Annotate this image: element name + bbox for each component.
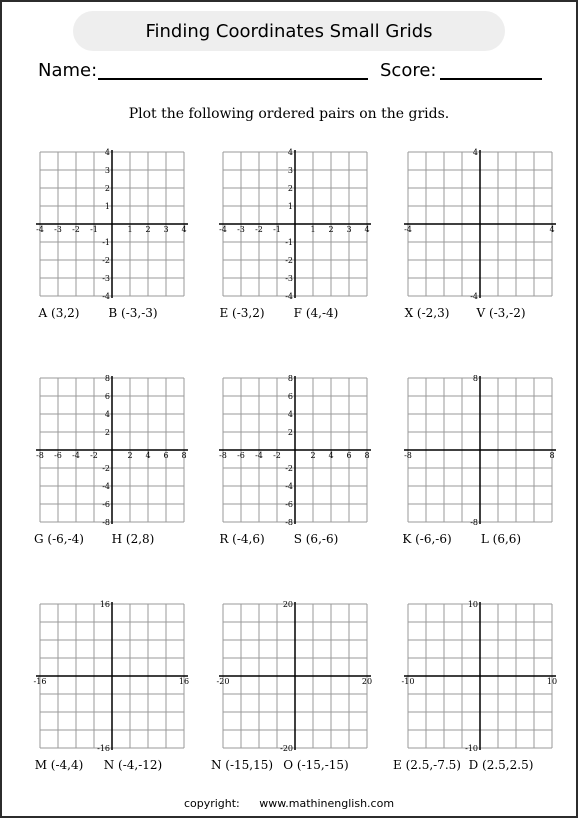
y-tick-label: -2 bbox=[102, 464, 110, 473]
point-caption: V (-3,-2) bbox=[476, 306, 526, 320]
y-tick-label: -1 bbox=[285, 238, 293, 247]
y-tick-label: 4 bbox=[287, 148, 293, 157]
y-tick-label: -4 bbox=[102, 292, 110, 301]
x-tick-label: 8 bbox=[364, 451, 370, 460]
point-caption: N (-15,15) bbox=[210, 758, 274, 772]
x-tick-label: -8 bbox=[219, 451, 227, 460]
x-tick-label: -4 bbox=[404, 225, 412, 234]
point-caption: X (-2,3) bbox=[404, 306, 450, 320]
point-caption: B (-3,-3) bbox=[108, 306, 158, 320]
y-tick-label: 1 bbox=[104, 202, 110, 211]
y-tick-label: 6 bbox=[287, 392, 293, 401]
y-tick-label: 1 bbox=[287, 202, 293, 211]
copyright-url[interactable]: www.mathinenglish.com bbox=[259, 797, 395, 810]
x-tick-label: -2 bbox=[72, 225, 80, 234]
x-tick-label: -6 bbox=[237, 451, 245, 460]
point-caption: R (-4,6) bbox=[219, 532, 265, 546]
x-tick-label: -4 bbox=[36, 225, 44, 234]
x-tick-label: 6 bbox=[163, 451, 169, 460]
y-tick-label: 4 bbox=[287, 410, 293, 419]
point-caption: E (2.5,-7.5) bbox=[393, 758, 461, 772]
instructions-text: Plot the following ordered pairs on the grids. bbox=[128, 106, 450, 122]
x-tick-label: 10 bbox=[546, 677, 558, 686]
y-tick-label: -4 bbox=[102, 482, 110, 491]
x-tick-label: 3 bbox=[346, 225, 352, 234]
y-tick-label: 16 bbox=[99, 600, 110, 609]
point-caption: E (-3,2) bbox=[219, 306, 265, 320]
x-tick-label: -8 bbox=[36, 451, 44, 460]
y-tick-label: 2 bbox=[287, 184, 293, 193]
x-tick-label: -10 bbox=[401, 677, 415, 686]
x-tick-label: 2 bbox=[145, 225, 151, 234]
y-tick-label: 4 bbox=[104, 148, 110, 157]
x-tick-label: -8 bbox=[404, 451, 412, 460]
x-tick-label: 4 bbox=[181, 225, 187, 234]
y-tick-label: -6 bbox=[285, 500, 293, 509]
point-caption: H (2,8) bbox=[111, 532, 155, 546]
y-tick-label: -2 bbox=[285, 464, 293, 473]
point-caption: D (2.5,2.5) bbox=[468, 758, 534, 772]
x-tick-label: 4 bbox=[549, 225, 555, 234]
y-tick-label: -3 bbox=[102, 274, 110, 283]
x-tick-label: 8 bbox=[181, 451, 187, 460]
y-tick-label: -10 bbox=[465, 744, 478, 753]
y-tick-label: 2 bbox=[287, 428, 293, 437]
point-caption: F (4,-4) bbox=[293, 306, 339, 320]
y-tick-label: -20 bbox=[280, 744, 293, 753]
copyright-footer bbox=[0, 797, 578, 810]
point-caption: L (6,6) bbox=[480, 532, 522, 546]
y-tick-label: -4 bbox=[285, 292, 293, 301]
x-tick-label: -6 bbox=[54, 451, 62, 460]
x-tick-label: -20 bbox=[216, 677, 230, 686]
x-tick-label: 4 bbox=[145, 451, 151, 460]
x-tick-label: -1 bbox=[273, 225, 281, 234]
y-tick-label: -4 bbox=[470, 292, 478, 301]
point-caption: N (-4,-12) bbox=[103, 758, 163, 772]
y-tick-label: 8 bbox=[472, 374, 478, 383]
x-tick-label: 20 bbox=[361, 677, 373, 686]
y-tick-label: 8 bbox=[287, 374, 293, 383]
y-tick-label: -3 bbox=[285, 274, 293, 283]
point-caption: S (6,-6) bbox=[293, 532, 339, 546]
x-tick-label: -3 bbox=[54, 225, 62, 234]
point-caption: O (-15,-15) bbox=[283, 758, 349, 772]
y-tick-label: 20 bbox=[282, 600, 293, 609]
y-tick-label: -1 bbox=[102, 238, 110, 247]
x-tick-label: -16 bbox=[33, 677, 47, 686]
x-tick-label: 1 bbox=[127, 225, 133, 234]
y-tick-label: 8 bbox=[104, 374, 110, 383]
score-label: Score: bbox=[380, 60, 437, 81]
point-caption: K (-6,-6) bbox=[402, 532, 452, 546]
copyright-label: copyright: bbox=[183, 797, 240, 810]
name-label: Name: bbox=[38, 60, 98, 81]
y-tick-label: 3 bbox=[104, 166, 110, 175]
x-tick-label: 3 bbox=[163, 225, 169, 234]
y-tick-label: -6 bbox=[102, 500, 110, 509]
y-tick-label: 4 bbox=[472, 148, 478, 157]
x-tick-label: 6 bbox=[346, 451, 352, 460]
y-tick-label: -2 bbox=[102, 256, 110, 265]
x-tick-label: 16 bbox=[178, 677, 190, 686]
x-tick-label: 8 bbox=[549, 451, 555, 460]
y-tick-label: -4 bbox=[285, 482, 293, 491]
x-tick-label: 4 bbox=[328, 451, 334, 460]
x-tick-label: -2 bbox=[255, 225, 263, 234]
x-tick-label: -4 bbox=[72, 451, 80, 460]
y-tick-label: -8 bbox=[285, 518, 293, 527]
point-caption: A (3,2) bbox=[38, 306, 80, 320]
point-caption: M (-4,4) bbox=[34, 758, 84, 772]
y-tick-label: -8 bbox=[470, 518, 478, 527]
y-tick-label: -2 bbox=[285, 256, 293, 265]
y-tick-label: 2 bbox=[104, 184, 110, 193]
x-tick-label: 1 bbox=[310, 225, 316, 234]
x-tick-label: 2 bbox=[310, 451, 316, 460]
x-tick-label: -4 bbox=[255, 451, 263, 460]
x-tick-label: 2 bbox=[127, 451, 133, 460]
x-tick-label: -1 bbox=[90, 225, 98, 234]
x-tick-label: 2 bbox=[328, 225, 334, 234]
x-tick-label: -2 bbox=[90, 451, 98, 460]
y-tick-label: 3 bbox=[287, 166, 293, 175]
y-tick-label: 4 bbox=[104, 410, 110, 419]
point-caption: G (-6,-4) bbox=[34, 532, 84, 546]
x-tick-label: -3 bbox=[237, 225, 245, 234]
x-tick-label: -2 bbox=[273, 451, 281, 460]
x-tick-label: -4 bbox=[219, 225, 227, 234]
x-tick-label: 4 bbox=[364, 225, 370, 234]
y-tick-label: -8 bbox=[102, 518, 110, 527]
worksheet-title: Finding Coordinates Small Grids bbox=[145, 20, 433, 42]
y-tick-label: -16 bbox=[97, 744, 110, 753]
y-tick-label: 6 bbox=[104, 392, 110, 401]
y-tick-label: 2 bbox=[104, 428, 110, 437]
y-tick-label: 10 bbox=[467, 600, 478, 609]
